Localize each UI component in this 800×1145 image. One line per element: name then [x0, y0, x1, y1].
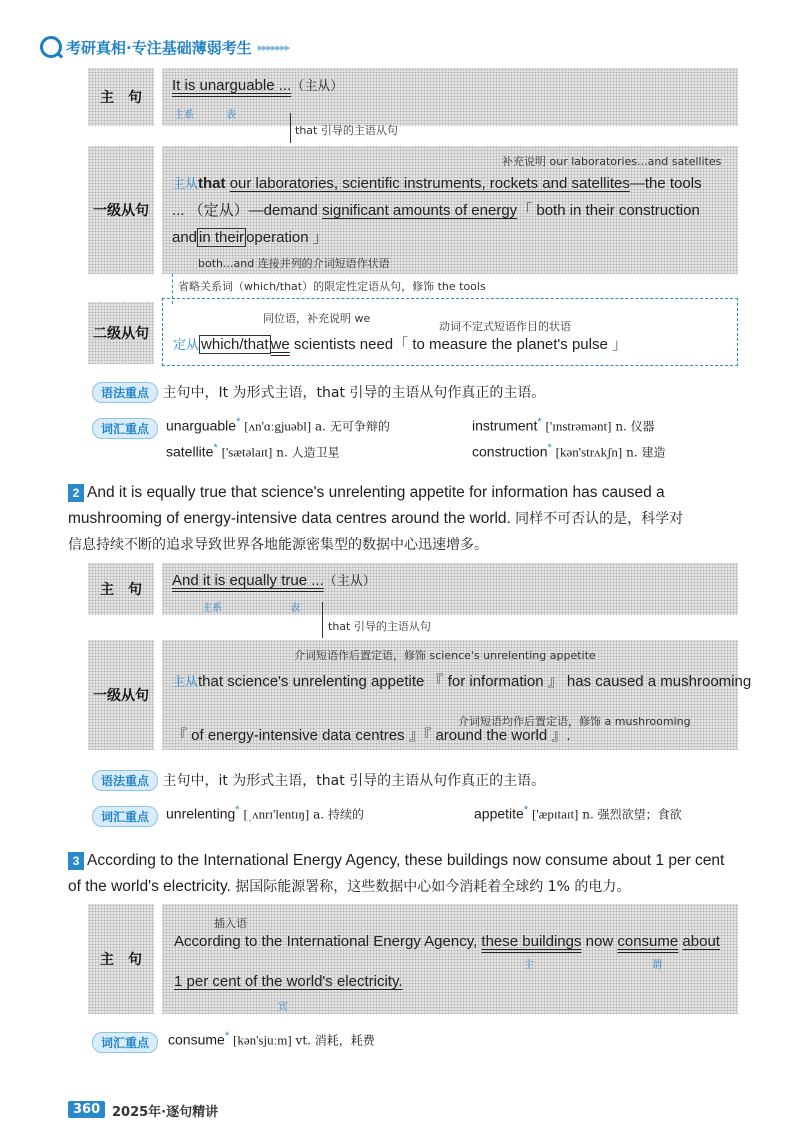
s1-link1-line — [290, 113, 291, 143]
page-number: 360 — [68, 1101, 105, 1118]
s1-l1-clause: 补充说明 our laboratories...and satellites 主从that our laboratories, scientific instruments, rockets and satellites—the tools ... （定从）—demand significant amounts of energy「 both in their construction and in their operation 」 both...and 连接并列的介词短语作状语 — [162, 146, 738, 274]
brand-slogan: ·专注基础薄弱考生 — [126, 38, 252, 57]
s2-link1-line — [322, 602, 323, 638]
s3-note: 插入语 — [214, 917, 247, 930]
s2-l1-label: 一级从句 — [88, 640, 154, 750]
s1-main-sentence: It is unarguable ...（主从） 主系 表 — [162, 68, 738, 126]
vocab-tag: 词汇重点 — [92, 418, 158, 439]
grammar-tag: 语法重点 — [92, 382, 158, 403]
s2-l1-note2: 介词短语均作后置定语，修饰 a mushrooming — [458, 715, 691, 728]
s3-vocab-tag-wrap — [92, 1032, 158, 1053]
s1-link1-note: that 引导的主语从句 — [295, 124, 398, 137]
vocab-tag: 词汇重点 — [92, 806, 158, 827]
vocab-tag: 词汇重点 — [92, 1032, 158, 1053]
s3-paragraph: 3 According to the International Energy Agency, these buildings now consume about 1 per cent of the world's electricity. 据国际能源署称，这些数据中心如今消耗着全球约 1% 的电力。 — [68, 852, 725, 895]
s3-main-label: 主 句 — [88, 904, 154, 1014]
s1-main-label: 主 句 — [88, 68, 154, 126]
s2-vocab-item: appetite* ['æpɪtaɪt] n. 强烈欲望；食欲 — [474, 804, 682, 822]
s2-l1-clause: 介词短语作后置定语，修饰 science's unrelenting appetite 主从that science's unrelenting appetite 『 for information 』 has caused a mushrooming 介词短语均作后置定语，修饰 a mushrooming 『 of energy-intensive data centres 』『 around the world 』. — [162, 640, 738, 750]
s1-l2-clause: 同位语，补充说明 we 动词不定式短语作目的状语 定从 which/that we scientists need「 to measure the planet's pulse 」 — [162, 298, 738, 366]
search-logo-icon — [40, 36, 62, 58]
s3-main-sentence: 插入语 According to the International Energy Agency, these buildings now consume about 主 谓 1 per cent of the world's electricity. 宾 — [162, 904, 738, 1014]
s1-l1-label: 一级从句 — [88, 146, 154, 274]
s2-main-sentence: And it is equally true ...（主从） 主系 表 — [162, 563, 738, 615]
s1-vocab-tag-wrap — [92, 418, 158, 439]
grammar-tag: 语法重点 — [92, 770, 158, 791]
s1-grammar-row: 语法重点 主句中，It 为形式主语，that 引导的主语从句作真正的主语。 — [92, 382, 545, 403]
s1-l2-note2: 动词不定式短语作目的状语 — [439, 320, 571, 333]
s1-vocab-item: instrument* ['ɪnstrəmənt] n. 仪器 — [472, 416, 655, 434]
s2-l1-note: 介词短语作后置定语，修饰 science's unrelenting appetite — [294, 649, 596, 662]
s2-vocab-tag-wrap — [92, 806, 158, 827]
page-header — [40, 36, 289, 58]
s1-link2-note: 省略关系词（which/that）的限定性定语从句，修饰 the tools — [178, 280, 486, 293]
s1-vocab-item: construction* [kən'strʌkʃn] n. 建造 — [472, 442, 666, 460]
s1-l1-note: 补充说明 our laboratories...and satellites — [502, 155, 722, 168]
s1-l1-note2: both...and 连接并列的介词短语作状语 — [198, 257, 390, 270]
s1-vocab-item: unarguable* [ʌn'ɑːgjuəbl] a. 无可争辩的 — [166, 416, 390, 434]
s1-vocab-item: satellite* ['sætəlaɪt] n. 人造卫星 — [166, 442, 340, 460]
s2-paragraph: 2 And it is equally true that science's unrelenting appetite for information has caused a mushrooming of energy-intensive data centres around the world. 同样不可否认的是，科学对 信息持续不断的追求导致世界各地能源密集型的数据中心迅速增多。 — [68, 484, 684, 553]
s3-vocab-item: consume* [kən'sjuːm] vt. 消耗，耗费 — [168, 1030, 375, 1048]
s2-main-label: 主 句 — [88, 563, 154, 615]
s2-link1-note: that 引导的主语从句 — [328, 620, 431, 633]
arrows-icon: ▸▸▸▸▸▸▸ — [257, 40, 290, 54]
s1-l2-note1: 同位语，补充说明 we — [263, 312, 371, 325]
s2-vocab-item: unrelenting* [ˌʌnrɪ'lentɪŋ] a. 持续的 — [166, 804, 364, 822]
footer-title: 2025年·逐句精讲 — [112, 1105, 219, 1120]
s1-l2-label: 二级从句 — [88, 302, 154, 364]
s2-grammar-row: 语法重点 主句中，it 为形式主语，that 引导的主语从句作真正的主语。 — [92, 770, 545, 791]
brand-name: 考研真相 — [66, 38, 127, 57]
